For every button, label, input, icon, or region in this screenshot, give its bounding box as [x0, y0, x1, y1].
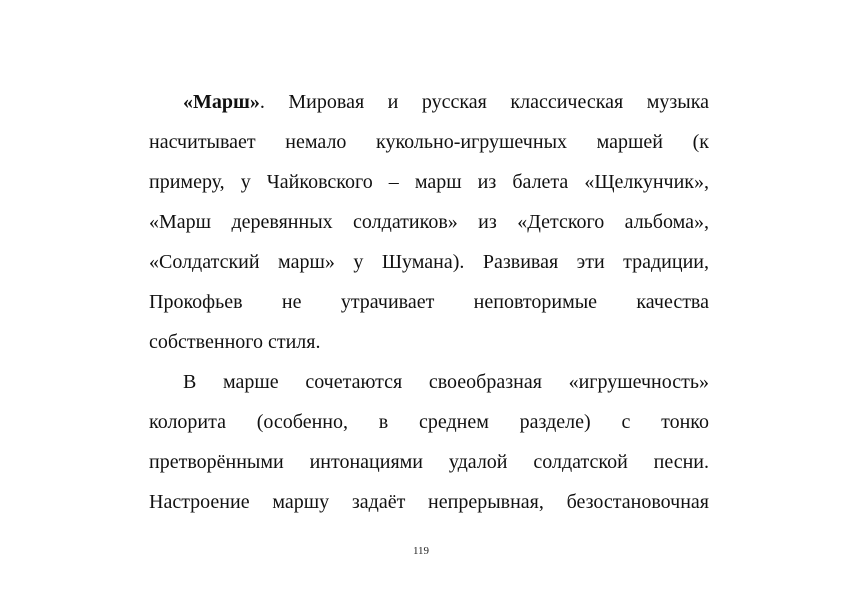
text-line: собственного стиля.: [149, 331, 321, 353]
body-text: [149, 82, 709, 522]
text-line: Настроение маршу задаёт непрерывная, безостановочная: [149, 491, 709, 513]
text-line: насчитывает немало кукольно-игрушечных маршей (к: [149, 131, 709, 153]
text-line: В марше сочетаются своеобразная «игрушечность»: [183, 371, 709, 393]
text-line: Прокофьев не утрачивает неповторимые качества: [149, 291, 709, 313]
text-line-content: . Мировая и русская классическая музыка: [259, 91, 709, 113]
text-line: примеру, у Чайковского – марш из балета «Щелкунчик»,: [149, 171, 709, 193]
page-number: 119: [412, 545, 430, 557]
text-line: «Марш деревянных солдатиков» из «Детского альбома»,: [149, 211, 709, 233]
text-line: «Солдатский марш» у Шумана). Развивая эти традиции,: [149, 251, 709, 273]
text-line: колорита (особенно, в среднем разделе) с тонко: [149, 411, 709, 433]
text-line: претворёнными интонациями удалой солдатской песни.: [149, 451, 709, 473]
text-line: [149, 82, 709, 122]
section-heading: «Марш»: [183, 91, 260, 113]
